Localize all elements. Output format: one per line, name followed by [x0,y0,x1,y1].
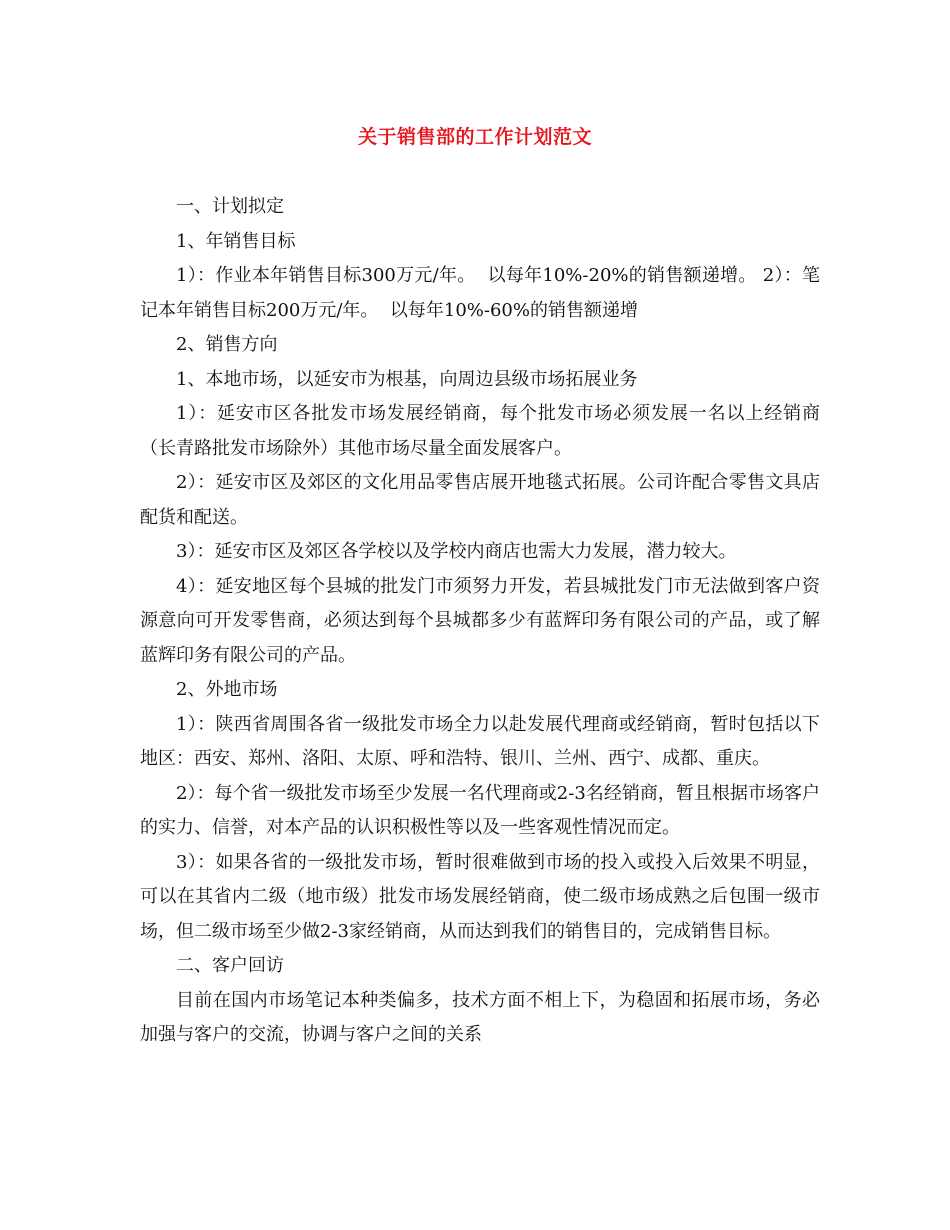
paragraph-sales-targets: 1）：作业本年销售目标300万元/年。 以每年10%-20%的销售额递增。 2）：笔记本年销售目标200万元/年。 以每年10%-60%的销售额递增 [140,265,820,321]
document-body [140,190,820,1053]
paragraph-local-item-2: 2）：延安市区及郊区的文化用品零售店展开地毯式拓展。公司许配合零售文具店配货和配送。 [140,472,820,528]
paragraph-local-item-1: 1）：延安市区各批发市场发展经销商，每个批发市场必须发展一名以上经销商（长青路批发市场除外）其他市场尽量全面发展客户。 [140,403,820,459]
paragraph-local-item-4: 4）：延安地区每个县城的批发门市须努力开发，若县城批发门市无法做到客户资源意向可开发零售商，必须达到每个县城都多少有蓝辉印务有限公司的产品，或了解蓝辉印务有限公司的产品。 [140,575,820,666]
section-heading-plan: 一、计划拟定 [176,196,284,217]
paragraph-customer-visits: 目前在国内市场笔记本种类偏多，技术方面不相上下，为稳固和拓展市场，务必加强与客户的交流，协调与客户之间的关系 [140,989,820,1045]
subheading-annual-target: 1、年销售目标 [176,230,296,252]
subheading-sales-direction: 2、销售方向 [176,334,278,355]
paragraph-local-market: 1、本地市场，以延安市为根基，向周边县级市场拓展业务 [176,368,638,390]
subheading-external-market: 2、外地市场 [176,679,278,700]
paragraph-local-item-3: 3）：延安市区及郊区各学校以及学校内商店也需大力发展，潜力较大。 [176,541,737,562]
paragraph-external-item-1: 1）：陕西省周围各省一级批发市场全力以赴发展代理商或经销商，暂时包括以下地区：西安、郑州、洛阳、太原、呼和浩特、银川、兰州、西宁、成都、重庆。 [140,713,820,769]
paragraph-external-item-3: 3）：如果各省的一级批发市场，暂时很难做到市场的投入或投入后效果不明显，可以在其省内二级（地市级）批发市场发展经销商，使二级市场成熟之后包围一级市场，但二级市场至少做2-3家经销商，从而达到我们的销售目的，完成销售目标。 [140,851,820,942]
document-title: 关于销售部的工作计划范文 [357,126,592,148]
section-heading-customer-visits: 二、客户回访 [176,955,284,976]
paragraph-external-item-2: 2）：每个省一级批发市场至少发展一名代理商或2-3名经销商，暂且根据市场客户的实力、信誉，对本产品的认识积极性等以及一些客观性情况而定。 [140,782,820,838]
